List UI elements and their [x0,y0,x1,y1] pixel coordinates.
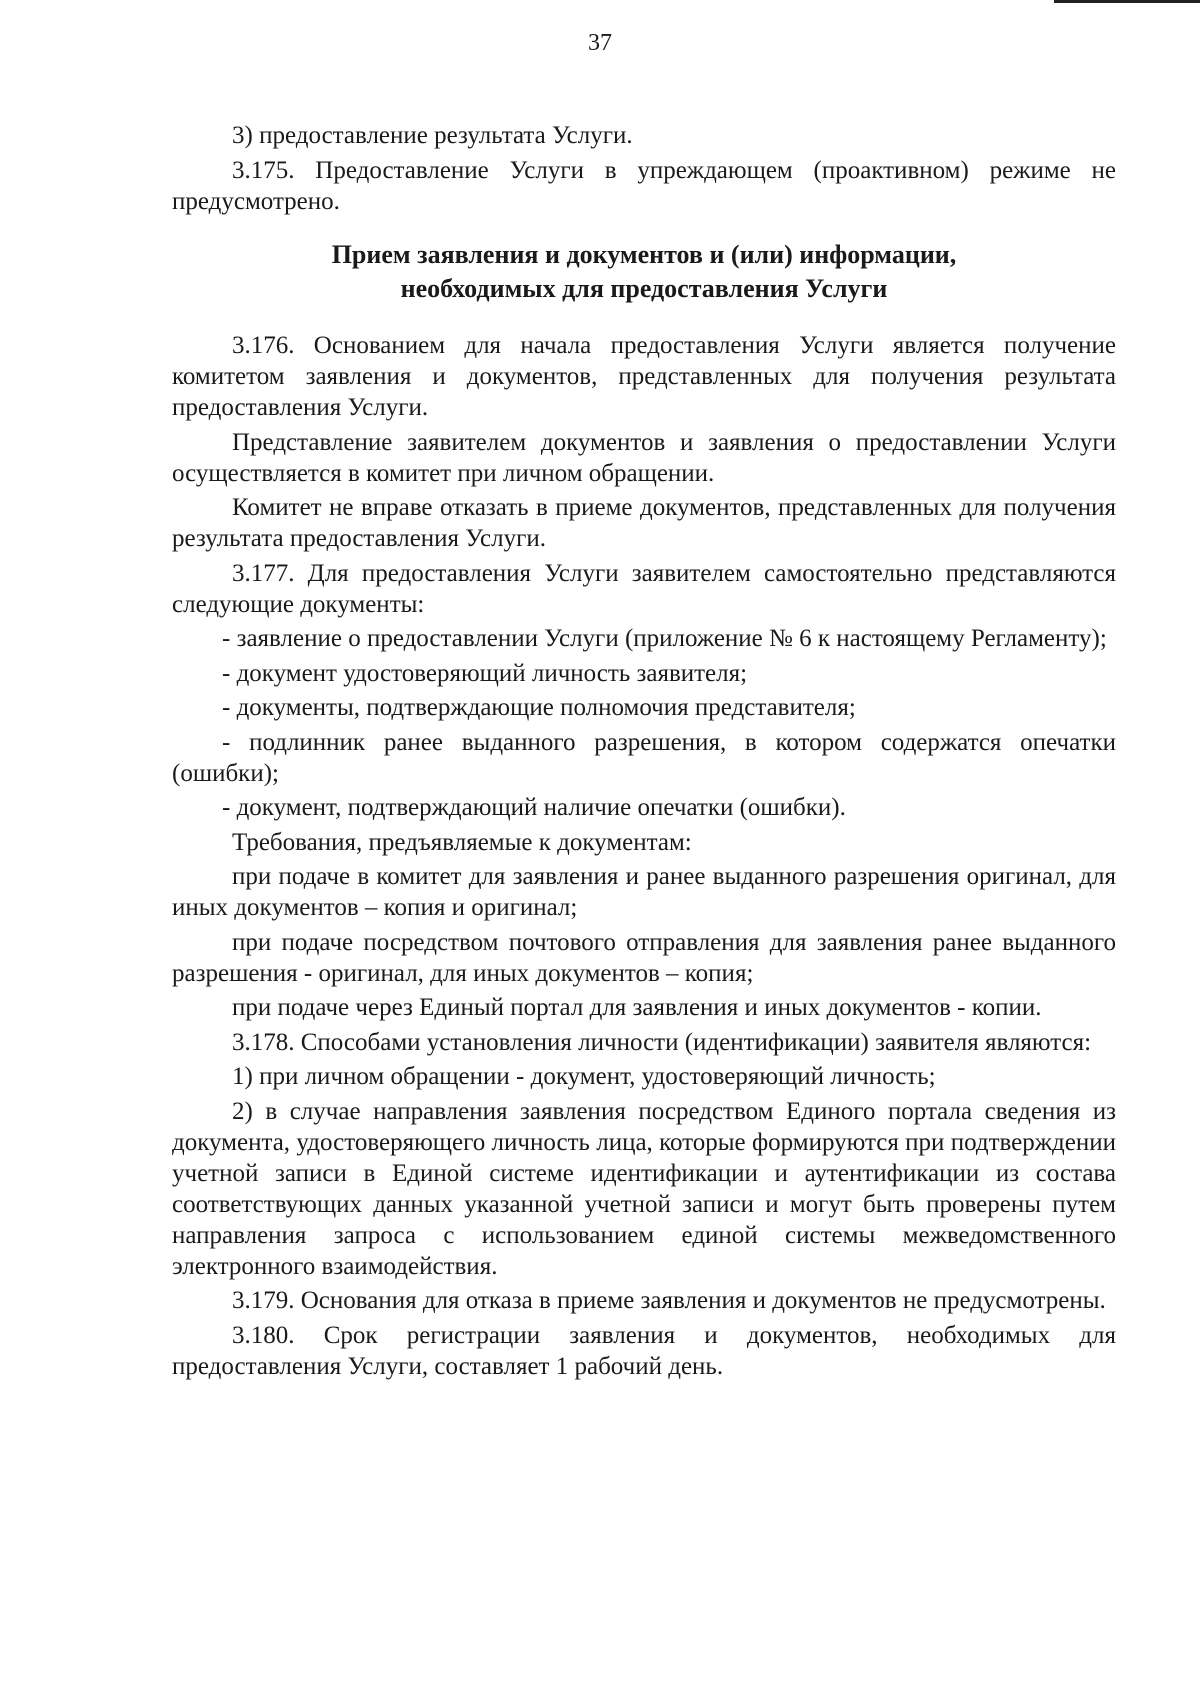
list-item: - подлинник ранее выданного разрешения, в котором содержатся опечатки (ошибки); [172,728,1116,787]
paragraph: при подаче через Единый портал для заявления и иных документов - копии. [232,994,1042,1021]
document-body [172,120,1116,1385]
paragraph: 3.176. Основанием для начала предоставления Услуги является получение комитетом заявления и документов, представленных для получения результата предоставления Услуги. [172,332,1116,421]
paragraph: Представление заявителем документов и заявления о предоставлении Услуги осуществляется в комитет при личном обращении. [172,428,1116,487]
top-edge-rule [1054,0,1200,3]
paragraph: 3.179. Основания для отказа в приеме заявления и документов не предусмотрены. [232,1287,1106,1314]
paragraph: при подаче посредством почтового отправления для заявления ранее выданного разрешения - оригинал, для иных документов – копия; [172,928,1116,987]
section-heading-line-1: Прием заявления и документов и (или) информации, [331,240,957,269]
paragraph-result-item: 3) предоставление результата Услуги. [232,122,633,149]
paragraph: 3.177. Для предоставления Услуги заявителем самостоятельно представляются следующие документы: [172,559,1116,618]
list-item: - документы, подтверждающие полномочия представителя; [222,694,856,721]
list-item: - заявление о предоставлении Услуги (приложение № 6 к настоящему Регламенту); [222,625,1107,652]
section-heading-line-2: необходимых для предоставления Услуги [400,274,888,303]
list-item: - документ, подтверждающий наличие опечатки (ошибки). [222,794,846,821]
paragraph: Комитет не вправе отказать в приеме документов, представленных для получения результата предоставления Услуги. [172,494,1116,552]
paragraph: 3.180. Срок регистрации заявления и документов, необходимых для предоставления Услуги, составляет 1 рабочий день. [172,1321,1116,1380]
paragraph-3-175: 3.175. Предоставление Услуги в упреждающем (проактивном) режиме не предусмотрено. [172,156,1116,215]
paragraph-list [172,330,1116,1382]
paragraph: 2) в случае направления заявления посредством Единого портала сведения из документа, удостоверяющего личность лица, которые формируются при подтверждении учетной записи в Единой системе идентификации и аутентификации из состава соответствующих данных указанной учетной записи и могут быть проверены путем направления запроса с использованием единой системы межведомственного электронного взаимодействия. [172,1097,1116,1280]
paragraph: 1) при личном обращении - документ, удостоверяющий личность; [232,1063,936,1090]
section-heading [172,220,1116,330]
paragraph: Требования, предъявляемые к документам: [232,828,692,856]
paragraph: 3.178. Способами установления личности (идентификации) заявителя являются: [232,1028,1092,1056]
paragraph: при подаче в комитет для заявления и ранее выданного разрешения оригинал, для иных документов – копия и оригинал; [172,863,1116,921]
list-item: - документ удостоверяющий личность заявителя; [222,659,748,687]
page-number: 37 [588,30,612,56]
